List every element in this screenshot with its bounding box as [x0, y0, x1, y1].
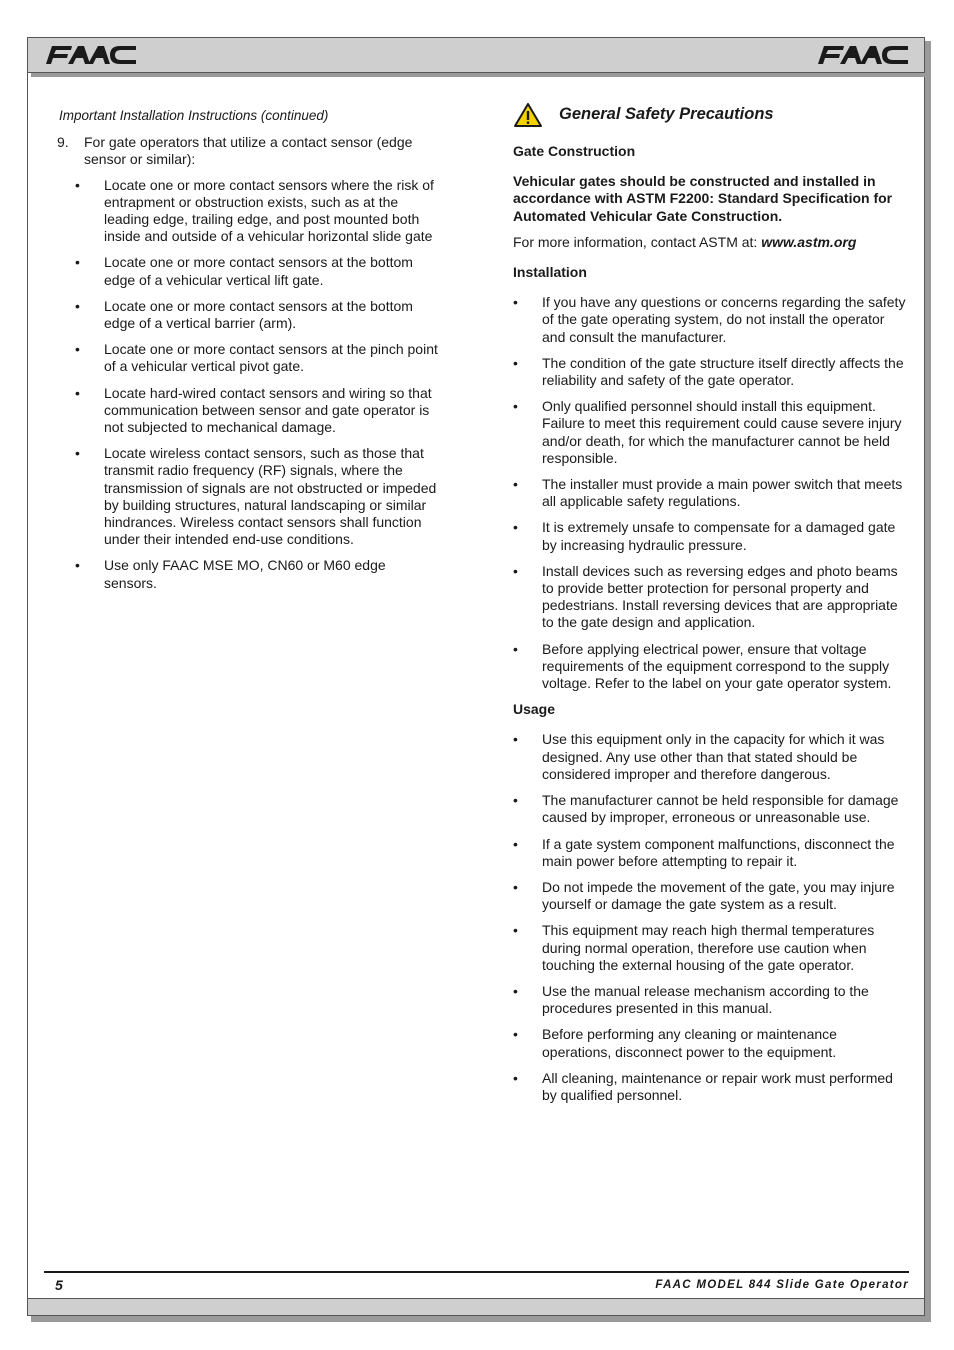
list-item: • Do not impede the movement of the gate, you may injure yourself or damage the gate system as a result. — [513, 878, 895, 913]
bullet-glyph: • — [513, 354, 518, 371]
item-number: 9. — [57, 134, 69, 151]
footer-divider — [44, 1271, 909, 1273]
bullet-glyph: • — [513, 1026, 518, 1043]
bullet-glyph: • — [75, 384, 80, 401]
list-item: • Locate one or more contact sensors where the risk of entrapment or obstruction exists, such as at the leading edge, trailing edge, and post mounted both inside and outside of a vehicular horizontal slide gate — [57, 177, 441, 246]
usage-heading: Usage — [513, 701, 556, 718]
list-item: • Locate one or more contact sensors at the bottom edge of a vehicular vertical lift gate. — [57, 254, 441, 288]
bullet-glyph: • — [75, 557, 80, 574]
bullet-glyph: • — [513, 731, 518, 748]
list-item: • Use this equipment only in the capacity for which it was designed. Any use other than that stated should be considered improper and therefore dangerous. — [513, 731, 885, 782]
bullet-glyph: • — [75, 297, 80, 314]
list-item: • If a gate system component malfunctions, disconnect the main power before attempting to repair it. — [513, 835, 895, 869]
list-item: • Only qualified personnel should install this equipment. Failure to meet this requirement could cause severe injury and/or death, for which the manufacturer cannot be held responsible. — [513, 398, 902, 466]
bullet-glyph: • — [513, 792, 518, 809]
warning-icon — [513, 102, 543, 128]
bullet-glyph: • — [513, 562, 518, 579]
numbered-item — [57, 134, 441, 168]
bullet-glyph: • — [75, 176, 80, 193]
left-column — [57, 106, 441, 601]
list-item: • If you have any questions or concerns regarding the safety of the gate operating system, do not install the operator and consult the manufacturer. — [513, 294, 906, 345]
footer-document-title: FAAC MODEL 844 Slide Gate Operator — [655, 1279, 909, 1291]
list-item: • The condition of the gate structure itself directly affects the reliability and safety of the gate operator. — [513, 354, 904, 389]
page-number: 5 — [55, 1277, 63, 1293]
installation-bullet-list — [513, 294, 909, 692]
right-column — [513, 101, 909, 1113]
bullet-glyph: • — [513, 835, 518, 852]
sensor-bullet-list — [57, 177, 441, 592]
astm-statement: Vehicular gates should be constructed and installed in accordance with ASTM F2200: Standard Specification for Automated Vehicular Gate Construction. — [513, 173, 893, 224]
bullet-glyph: • — [513, 398, 518, 415]
bullet-glyph: • — [513, 922, 518, 939]
bullet-glyph: • — [75, 341, 80, 358]
list-item: • This equipment may reach high thermal temperatures during normal operation, therefore use caution when touching the external housing of the gate operator. — [513, 922, 875, 973]
list-item: • Use the manual release mechanism according to the procedures presented in this manual. — [513, 982, 869, 1017]
bullet-glyph: • — [513, 294, 518, 311]
list-item: • Before applying electrical power, ensure that voltage requirements of the equipment correspond to the supply voltage. Refer to the label on your gate operator system. — [513, 640, 892, 692]
section-header — [513, 101, 909, 129]
list-item: • The manufacturer cannot be held responsible for damage caused by improper, erroneous or unreasonable use. — [513, 792, 899, 826]
list-item: • Install devices such as reversing edges and photo beams to provide better protection for personal property and pedestrians. Install reversing devices that are appropriate to the gate design and application. — [513, 562, 898, 631]
bullet-glyph: • — [513, 878, 518, 895]
list-item: • Locate one or more contact sensors at the pinch point of a vehicular vertical pivot gate. — [57, 341, 441, 375]
list-item: • It is extremely unsafe to compensate for a damaged gate by increasing hydraulic pressure. — [513, 519, 896, 553]
list-item: • Locate hard-wired contact sensors and wiring so that communication between sensor and gate operator is not subjected to mechanical damage. — [57, 385, 441, 437]
list-item: • Before performing any cleaning or maintenance operations, disconnect power to the equipment. — [513, 1026, 837, 1060]
list-item: • Locate one or more contact sensors at the bottom edge of a vertical barrier (arm). — [57, 298, 441, 332]
usage-bullet-list — [513, 731, 909, 1104]
list-item: • Use only FAAC MSE MO, CN60 or M60 edge sensors. — [57, 557, 441, 591]
list-item: • Locate wireless contact sensors, such as those that transmit radio frequency (RF) signals, where the transmission of signals are not obstructed or impeded by building structures, natural landscaping or similar hindrances. Wireless contact sensors shall function under their intended end-use conditions. — [57, 445, 441, 548]
bullet-glyph: • — [75, 254, 80, 271]
list-item: • The installer must provide a main power switch that meets all applicable safety regulations. — [513, 476, 903, 510]
bullet-glyph: • — [513, 1069, 518, 1086]
more-info-paragraph: For more information, contact ASTM at: www.astm.org — [513, 233, 857, 250]
installation-heading: Installation — [513, 264, 587, 281]
continued-title: Important Installation Instructions (continued) — [59, 108, 329, 123]
bullet-glyph: • — [513, 476, 518, 493]
item-text: For gate operators that utilize a contact sensor (edge sensor or similar): — [84, 134, 413, 168]
bullet-glyph: • — [513, 982, 518, 999]
bullet-glyph: • — [75, 445, 80, 462]
list-item: • All cleaning, maintenance or repair work must performed by qualified personnel. — [513, 1069, 893, 1103]
gate-construction-heading: Gate Construction — [513, 143, 636, 159]
bullet-glyph: • — [513, 640, 518, 657]
astm-link[interactable]: www.astm.org — [761, 233, 857, 250]
bullet-glyph: • — [513, 519, 518, 536]
section-title: General Safety Precautions — [559, 105, 774, 124]
